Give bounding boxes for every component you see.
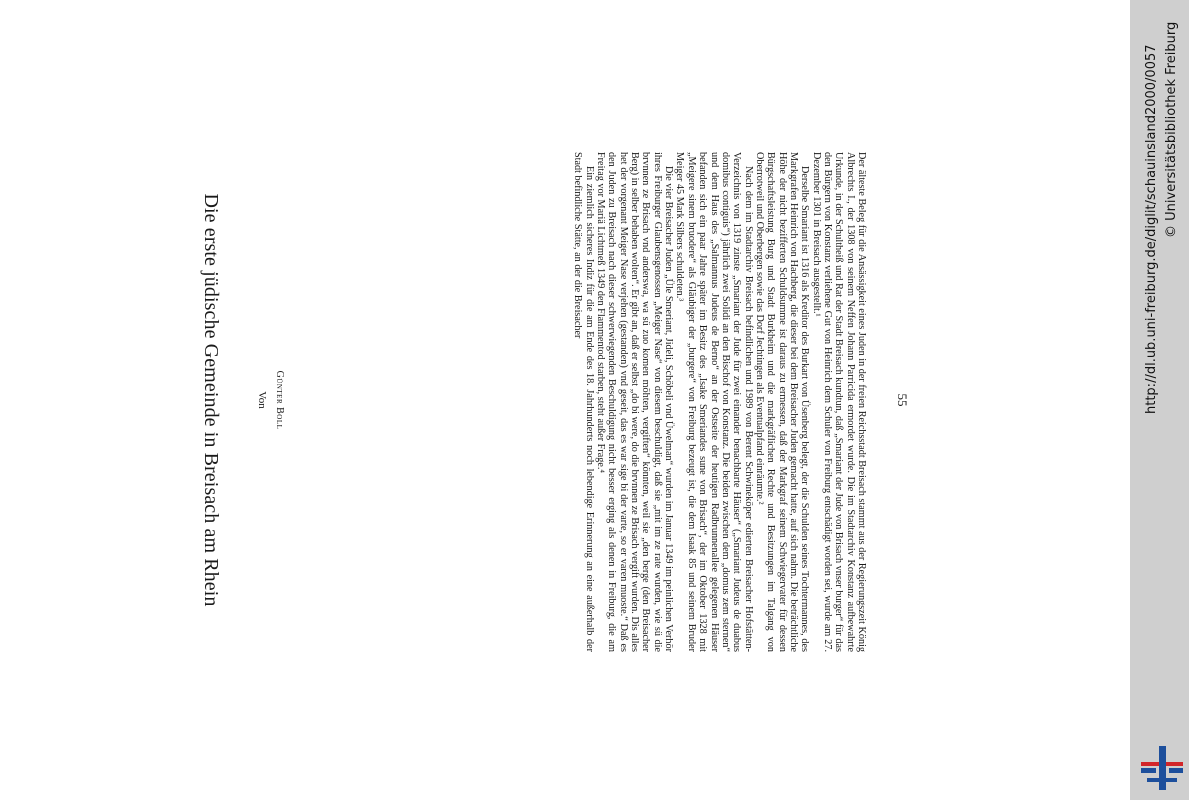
byline-prefix: Von <box>256 391 268 409</box>
paragraph: Der älteste Beleg für die Ansässigkeit eines Juden in der freien Reichsstadt Breisach stammt aus der Regierungszeit König Albrechts I., der 1308 von seinem Neffen Johann Parricida ermordet wurde. Die im Stadtarchiv Konstanz aufbewahrte Urkunde, in der Schultheiß und Rat der Stadt Breisach kundtun, daß „Smariant der Jude von Brisach vnser burger“ für das den Bürgern von Konstanz verliehene Gut von Heinrich dem Schuler von Freiburg entschädigt worden sei, wurde am 27. Dezember 1301 in Breisach ausgestellt.¹ <box>810 152 867 652</box>
paragraph: Derselbe Smariant ist 1316 als Kreditor des Burkart von Üsenberg belegt, der die Schulden seines Tochtermannes, des Markgrafen Heinrich von Hachberg, die dieser bei dem Breisacher Juden gemacht hatte, auf sich nahm. Die beträchtliche Höhe der nicht bezifferten Schuldsumme ist daraus zu ermessen, daß der Markgraf seinem Schwiegervater für dessen Bürgschaftsleistung Burg und Stadt Burkheim und die markgräflichen Rechte und Besitzungen im Talgang von Oberrotweil und Oberbergen sowie das Dorf Jechtingen als Eventualpfand einräumte.² <box>753 152 811 652</box>
paragraph: Nach dem im Stadtarchiv Breisach befindlichen und 1989 von Berent Schwineköper edierten Breisacher Hofstätten-Verzeichnis von 1319 zinste „Smariant der Jude für zwei einander benachbarte Häuser“ („Smariant Judeus de duabus domibus contiguis“) jährlich zwei Solidi an den Bischof von Konstanz. Die beiden zwischen dem „domus zem sternen“ und dem Haus des „Salmannus Judeus de Berno“ an der Ostseite der heutigen Radbrunnenallee gelegenen Häuser befanden sich ein paar Jahre später im Besitz des „Isake Smeriandes sune von Brisach“, der im Oktober 1328 mit „Meigere sinem bruodere“ als Gläubiger der „burgere“ von Freiburg bezeugt ist, die dem Isaak 85 und seinem Bruder Meiger 45 Mark Silbers schuldeten.³ <box>674 152 754 652</box>
logo-blue-bottom <box>1147 778 1177 782</box>
page-number: 55 <box>895 393 910 407</box>
page-title: Die erste jüdische Gemeinde in Breisach am Rhein <box>200 193 222 607</box>
logo-blue-stem <box>1159 746 1166 790</box>
source-url-link[interactable]: http://dl.ub.uni-freiburg.de/diglit/schauinsland2000/0057 <box>1144 44 1159 414</box>
copyright-notice: © Universitätsbibliothek Freiburg <box>1164 21 1179 238</box>
viewer-sidebar <box>1130 0 1189 800</box>
logo-blue-right <box>1169 768 1183 773</box>
ub-freiburg-logo-icon[interactable] <box>1141 746 1183 790</box>
article-body <box>327 152 867 652</box>
paragraph: Ein ziemlich sicheres Indiz für die am Ende des 18. Jahrhunderts noch lebendige Erinnerung an eine außerhalb der Stadt befindliche Stätte, an der die Breisacher <box>572 152 595 652</box>
paragraph: Die vier Breisacher Juden „Üle Smeriant, Jideli, Schöbeli vnd Üwelman“ wurden im Januar 1349 im peinlichen Verhör ihres Freiburger Glaubensgenossen „Meiger Nase“ von diesem beschuldigt, daß sie „mit im ze rate wurden, wie sü die brvnnen ze Brisach vnd anderswa, wa sü zuo komen möhten, vergiften“ könnten, weil sie „den berge (den Breisacher Berg) in selber behaben wolten“. Er gibt an, daß er selbst „do bi were, do die brvnnen ze Brisach vergift wurden. Dis alles het der vorgenant Meiger Nase verjehen (gestanden) vnd geseit, das es war sige bi der varte, so er varen muoste.“ Daß es den Juden zu Breisach nach dieser schwerwiegenden Beschuldigung nicht besser erging als denen in Freiburg, die am Freitag vor Mariä Lichtmeß 1349 den Flammentod starben, steht außer Frage.⁴ <box>595 152 675 652</box>
logo-blue-left <box>1141 768 1156 773</box>
author-name: Günter Boll <box>274 370 285 430</box>
